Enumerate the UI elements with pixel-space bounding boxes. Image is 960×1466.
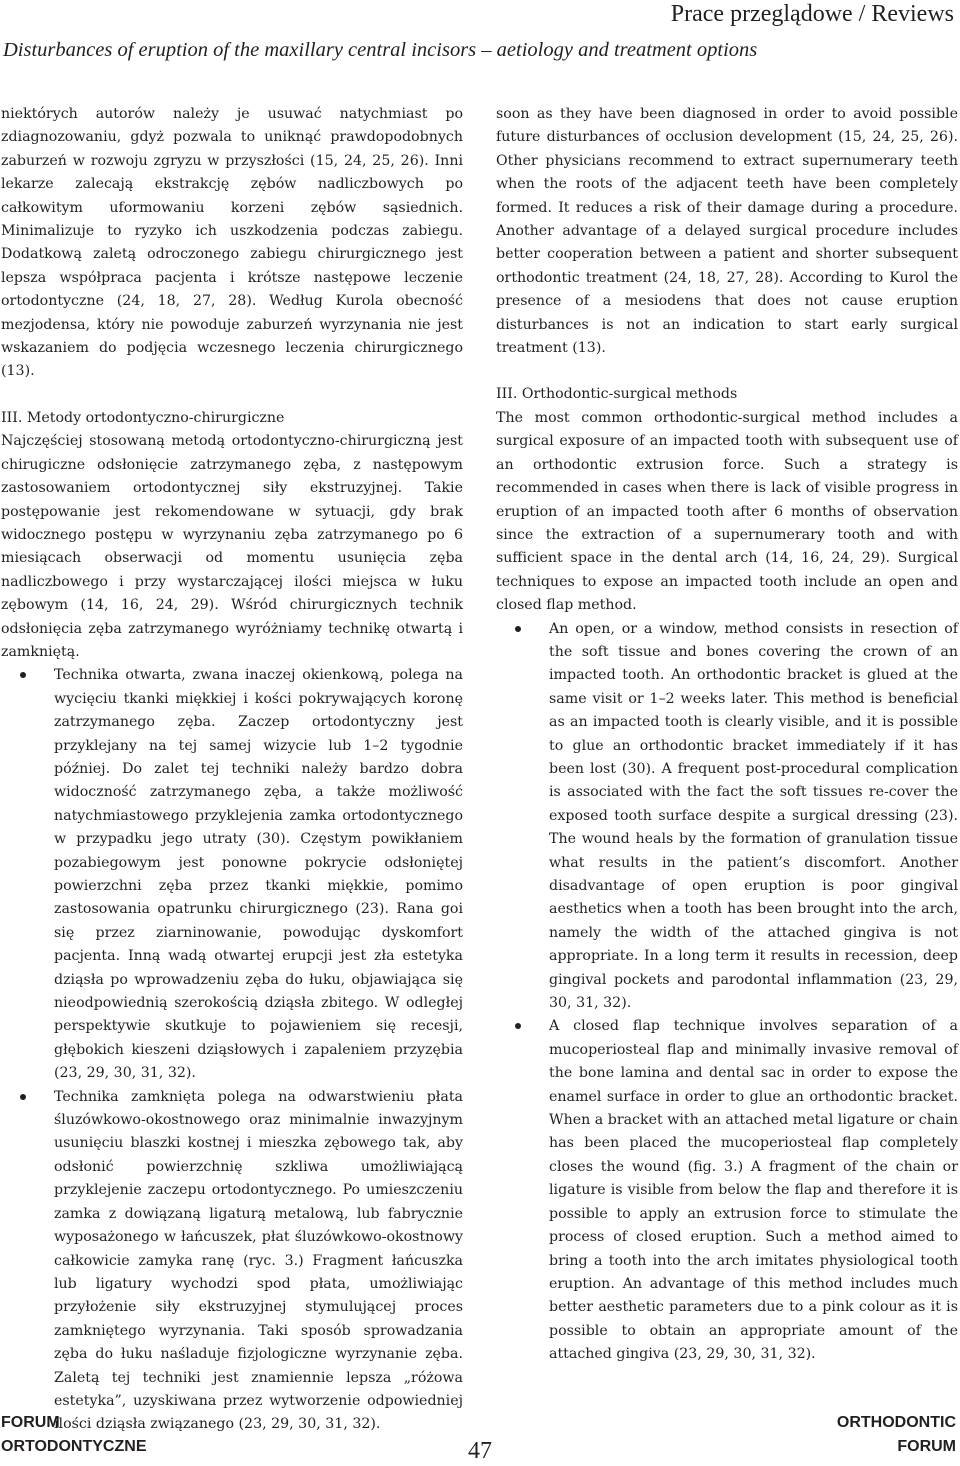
footer-right-line-2: FORUM bbox=[897, 1438, 956, 1455]
footer-right-line-1: ORTHODONTIC bbox=[836, 1414, 956, 1431]
polish-paragraph-2: Najczęściej stosowaną metodą ortodontyczno-chirurgiczną jest chirugiczne odsłonięcie zatrzymanego zęba, z następowym zastosowaniem ortodontycznej siły ekstruzyjnej. Takie postępowanie jest rekomendowane w sytuacji, gdy brak widocznego postępu w wyrzynaniu zęba zatrzymanego po 6 miesiącach obserwacji od momentu usunięcia zęba nadliczbowego i przy wystarczającej ilości miejsca w łuku zębowym (14, 16, 24, 29). Wśród chirurgicznych technik odsłonięcia zęba zatrzymanego wyróżniamy technikę otwartą i zamkniętą. bbox=[1, 433, 463, 660]
polish-bullet-open-technique: Technika otwarta, zwana inaczej okienkową, polega na wycięciu tkanki miękkiej i kości pokrywających koronę zatrzymanego zęba. Zaczep ortodontyczny jest przyklejany na tej samej wizycie lub 1–2 tygodnie później. Do zalet tej techniki należy bardzo dobra widoczność zatrzymanego zęba, a także możliwość natychmiastowego przyklejenia zamka ortodontycznego w przypadku jego utraty (30). Częstym powikłaniem pozabiegowym jest ponowne pokrycie odsłoniętej powierzchni zęba przez tkanki miękkie, pomimo zastosowania opatrunku chirurgicznego (23). Rana goi się przez ziarninowanie, powodując dyskomfort pacjenta. Inną wadą otwartej erupcji jest zła estetyka dziąsła po wprowadzeniu zęba do łuku, objawiająca się nieodpowiednią szerokością dziąsła zbitego. W odległej perspektywie skutkuje to pojawieniem się recesji, głębokich kieszeni dziąsłowych i zapaleniem przyzębia (23, 29, 30, 31, 32). bbox=[1, 664, 463, 1085]
page-number: 47 bbox=[468, 1438, 492, 1464]
footer-left-line-2: ORTODONTYCZNE bbox=[1, 1438, 147, 1455]
polish-paragraph-1: niektórych autorów należy je usuwać natychmiast po zdiagnozowaniu, gdyż pozwala to uniknąć prawdopodobnych zaburzeń w rozwoju zgryzu w przyszłości (15, 24, 25, 26). Inni lekarze zalecają ekstrakcję zębów nadliczbowych po całkowitym uformowaniu korzeni zębów sąsiednich. Minimalizuje to ryzyko ich uszkodzenia podczas zabiegu. Dodatkową zaletą odroczonego zabiegu chirurgicznego jest lepsza współpraca pacjenta i krótsze następowe leczenie ortodontyczne (24, 18, 27, 28). Według Kurola obecność mezjodensa, który nie powoduje zaburzeń wyrzynania nie jest wskazaniem do podjęcia wczesnego leczenia chirurgicznego (13). bbox=[1, 106, 463, 380]
footer-left-line-1: FORUM bbox=[1, 1414, 60, 1431]
english-paragraph-1: soon as they have been diagnosed in order to avoid possible future disturbances of occlusion development (15, 24, 25, 26). Other physicians recommend to extract supernumerary teeth when the roots of the adjacent teeth have been completely formed. It reduces a risk of their damage during a procedure. Another advantage of a delayed surgical procedure includes better cooperation between a patient and shorter subsequent orthodontic treatment (24, 18, 27, 28). According to Kurol the presence of a mesiodens that does not cause eruption disturbances is not an indication to start early surgical treatment (13). bbox=[496, 106, 958, 357]
english-section-heading: III. Orthodontic-surgical methods bbox=[496, 386, 738, 403]
english-bullet-list bbox=[496, 618, 958, 1367]
english-paragraph-2: The most common orthodontic-surgical method includes a surgical exposure of an impacted tooth with subsequent use of an orthodontic extrusion force. Such a strategy is recommended in cases when there is lack of visible progress in eruption of an impacted tooth after 6 months of observation since the extraction of a supernumerary tooth and with sufficient space in the dental arch (14, 16, 24, 29). Surgical techniques to expose an impacted tooth include an open and closed flap method. bbox=[496, 409, 958, 614]
english-bullet-open-method: An open, or a window, method consists in resection of the soft tissue and bones covering the crown of an impacted tooth. An orthodontic bracket is glued at the same visit or 1–2 weeks later. This method is beneficial as an impacted tooth is clearly visible, and it is possible to glue an orthodontic bracket immediately if it has been lost (30). A frequent post-procedural complication is associated with the fact the soft tissues re-cover the exposed tooth surface despite a surgical dressing (23). The wound heals by the formation of granulation tissue what results in the patient’s discomfort. Another disadvantage of open eruption is poor gingival aesthetics when a tooth has been brought into the arch, namely the width of the attached gingiva is not appropriate. In a long term it results in recession, deep gingival pockets and parodontal inflammation (23, 29, 30, 31, 32). bbox=[496, 618, 958, 1016]
polish-bullet-closed-technique: Technika zamknięta polega na odwarstwieniu płata śluzówkowo-okostnowego oraz minimalnie inwazyjnym usunięciu blaszki kostnej i mieszka zębowego tak, aby odsłonić powierzchnię szkliwa umożliwiającą przyklejenie zaczepu ortodontycznego. Po umieszczeniu zamka z dowiązaną ligaturą metalową, lub fabrycznie wyposażonego w łańcuszek, płat śluzówkowo-okostnowy całkowicie zamyka ranę (ryc. 3.) Fragment łańcuszka lub ligatury wychodzi spod płata, umożliwiając przyłożenie siły ekstruzyjnej stymulującej proces zamkniętego wyrzynania. Taki sposób sprowadzania zęba do łuku naśladuje fizjologiczne wyrzynanie zęba. Zaletą tej techniki jest znamiennie lepsza „różowa estetyka”, uzyskiwana przez wytworzenie odpowiedniej ilości dziąsła związanego (23, 29, 30, 31, 32). bbox=[1, 1086, 463, 1437]
polish-section-heading: III. Metody ortodontyczno-chirurgiczne bbox=[1, 409, 285, 426]
polish-column bbox=[1, 103, 463, 1437]
footer-journal-english bbox=[837, 1411, 956, 1459]
english-bullet-closed-flap: A closed flap technique involves separation of a mucoperiosteal flap and minimally invasive removal of the bone lamina and dental sac in order to expose the enamel surface in order to glue an orthodontic bracket. When a bracket with an attached metal ligature or chain has been placed the mucoperiosteal flap completely closes the wound (fig. 3.) A fragment of the chain or ligature is visible from below the flap and therefore it is possible to apply an extrusion force to stimulate the process of closed eruption. Such a method aimed to bring a tooth into the arch imitates physiological tooth eruption. An advantage of this method includes much better aesthetic parameters due to a pink colour as it is possible to obtain an appropriate amount of the attached gingiva (23, 29, 30, 31, 32). bbox=[496, 1015, 958, 1366]
polish-bullet-list bbox=[1, 664, 463, 1436]
running-article-title: Disturbances of eruption of the maxillary central incisors – aetiology and treatment options bbox=[3, 39, 758, 61]
journal-section-label: Prace przeglądowe / Reviews bbox=[670, 1, 954, 27]
english-column bbox=[496, 103, 958, 1367]
